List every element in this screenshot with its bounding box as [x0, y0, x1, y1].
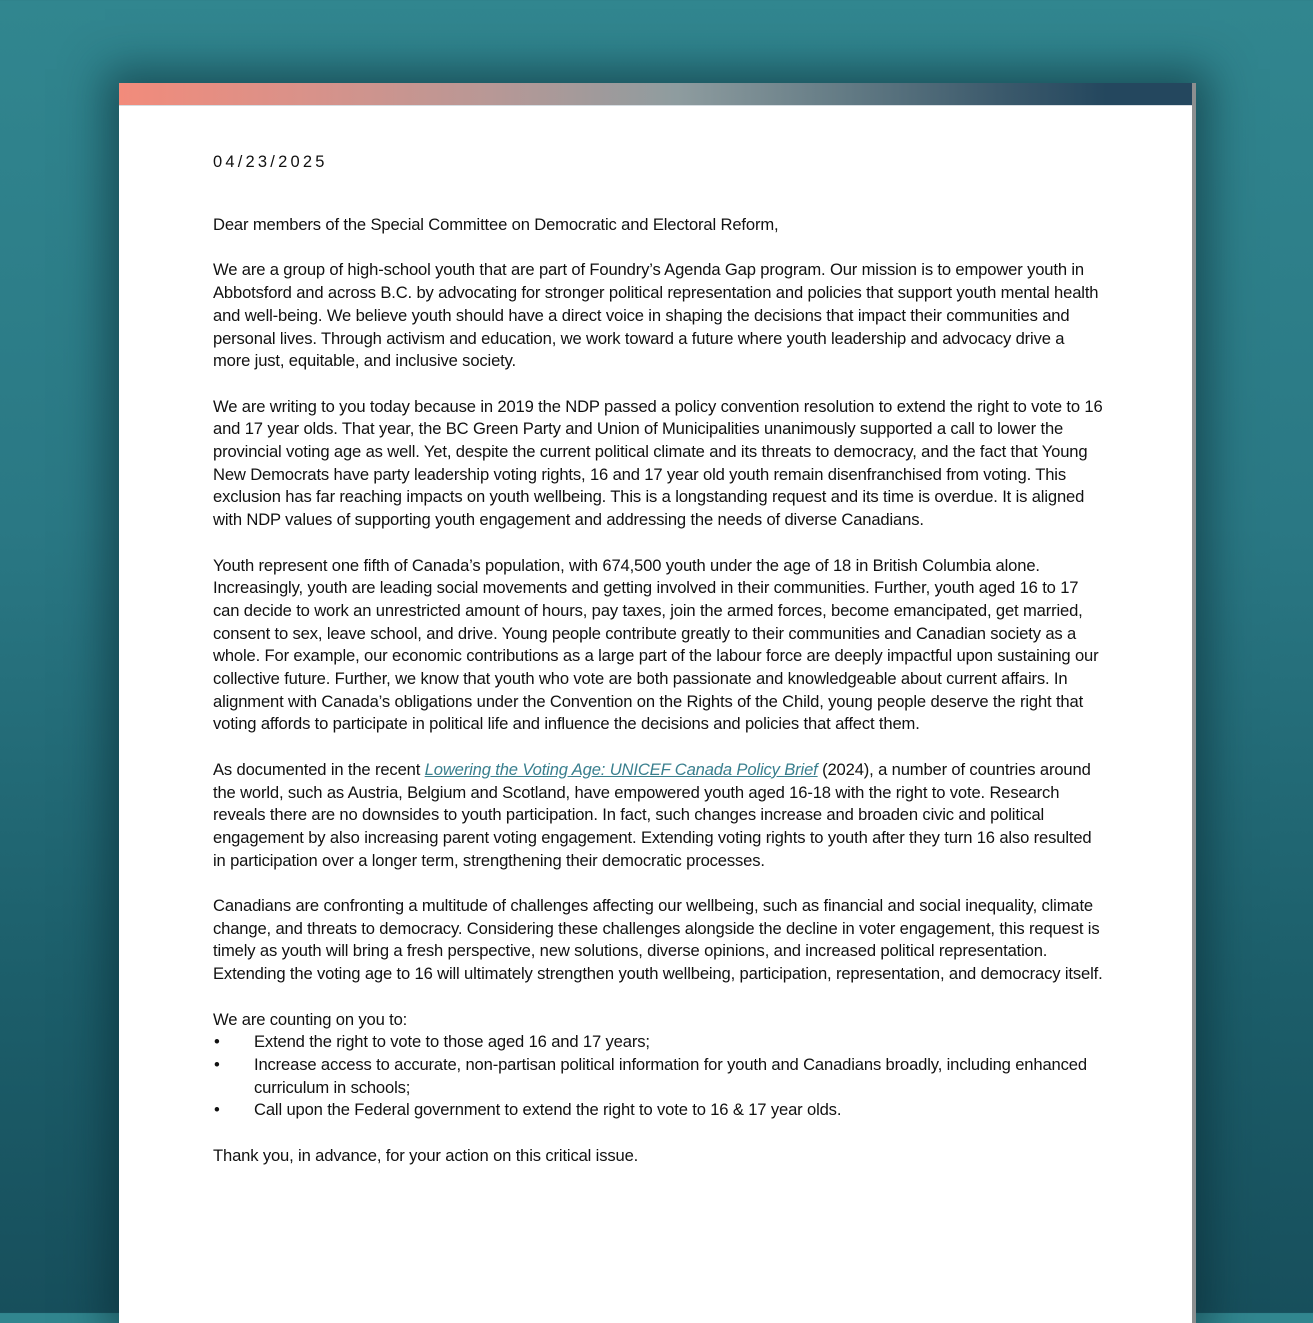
paragraph-unicef — [213, 759, 1103, 873]
list-item — [213, 1054, 1103, 1099]
asks-list — [213, 1031, 1103, 1122]
letter-content — [213, 151, 1103, 1190]
bullet-icon: • — [214, 1100, 220, 1120]
bullet-icon: • — [214, 1054, 220, 1074]
bullet-icon: • — [214, 1032, 220, 1052]
paragraph-youth-population: Youth represent one fifth of Canada’s population, with 674,500 youth under the age of 18 in British Columbia alone. Increasingly, youth are leading social movements and getting involved in their communities. Further, youth aged 16 to 17 can decide to work an unrestricted amount of hours, pay taxes, join the armed forces, become emancipated, get married, consent to sex, leave school, and drive. Young people contribute greatly to their communities and Canadian society as a whole. For example, our economic contributions as a large part of the labour force are deeply impactful upon sustaining our collective future. Further, we know that youth who vote are both passionate and knowledgeable about current affairs. In alignment with Canada’s obligations under the Convention on the Rights of the Child, young people deserve the right that voting affords to participate in political life and influence the decisions and policies that affect them. — [213, 555, 1099, 734]
letter-date: 04/23/2025 — [213, 153, 328, 171]
paragraph-challenges: Canadians are confronting a multitude of challenges affecting our wellbeing, such as financial and social inequality, climate change, and threats to democracy. Considering these challenges alongside the decline in voter engagement, this request is timely as youth will bring a fresh perspective, new solutions, diverse opinions, and increased political representation. Extending the voting age to 16 will ultimately strengthen youth wellbeing, participation, representation, and democracy itself. — [213, 896, 1103, 984]
list-item — [213, 1031, 1103, 1054]
asks-intro: We are counting on you to: — [213, 1009, 408, 1029]
salutation: Dear members of the Special Committee on Democratic and Electoral Reform, — [213, 215, 779, 234]
unicef-text-after: (2024), a number of countries around the world, such as Austria, Belgium and Scotland, have empowered youth aged 16-18 with the right to vote. Research reveals there are no downsides to youth participation. In fact, such changes increase and broaden civic and political engagement by also increasing parent voting engagement. Extending voting rights to youth after they turn 16 also resulted in participation over a longer term, strengthening their democratic processes. — [213, 759, 1092, 870]
paragraph-ndp-resolution: We are writing to you today because in 2019 the NDP passed a policy convention resolution to extend the right to vote to 16 and 17 year olds. That year, the BC Green Party and Union of Municipalities unanimously supported a call to lower the provincial voting age as well. Yet, despite the current political climate and its threats to democracy, and the fact that Young New Democrats have party leadership voting rights, 16 and 17 year old youth remain disenfranchised from voting. This exclusion has far reaching impacts on youth wellbeing. This is a longstanding request and its time is overdue. It is aligned with NDP values of supporting youth engagement and addressing the needs of diverse Canadians. — [213, 396, 1103, 530]
closing-line: Thank you, in advance, for your action on this critical issue. — [213, 1145, 639, 1165]
unicef-policy-brief-link[interactable]: Lowering the Voting Age: UNICEF Canada Policy Brief — [424, 759, 818, 779]
unicef-text-before: As documented in the recent — [213, 759, 425, 779]
ask-text: Call upon the Federal government to extend the right to vote to 16 & 17 year olds. — [254, 1100, 842, 1120]
list-item — [213, 1099, 1103, 1122]
ask-text: Extend the right to vote to those aged 16 and 17 years; — [254, 1032, 650, 1052]
paragraph-mission: We are a group of high-school youth that are part of Foundry’s Agenda Gap program. Our mission is to empower youth in Abbotsford and across B.C. by advocating for stronger political representation and policies that support youth mental health and well-being. We believe youth should have a direct voice in shaping the decisions that impact their communities and personal lives. Through activism and education, we work toward a future where youth leadership and advocacy drive a more just, equitable, and inclusive society. — [213, 260, 1099, 371]
header-gradient-bar — [119, 83, 1192, 106]
ask-text: Increase access to accurate, non-partisan political information for youth and Canadians broadly, including enhanced curriculum in schools; — [254, 1054, 1087, 1097]
letter-page — [119, 83, 1196, 1323]
